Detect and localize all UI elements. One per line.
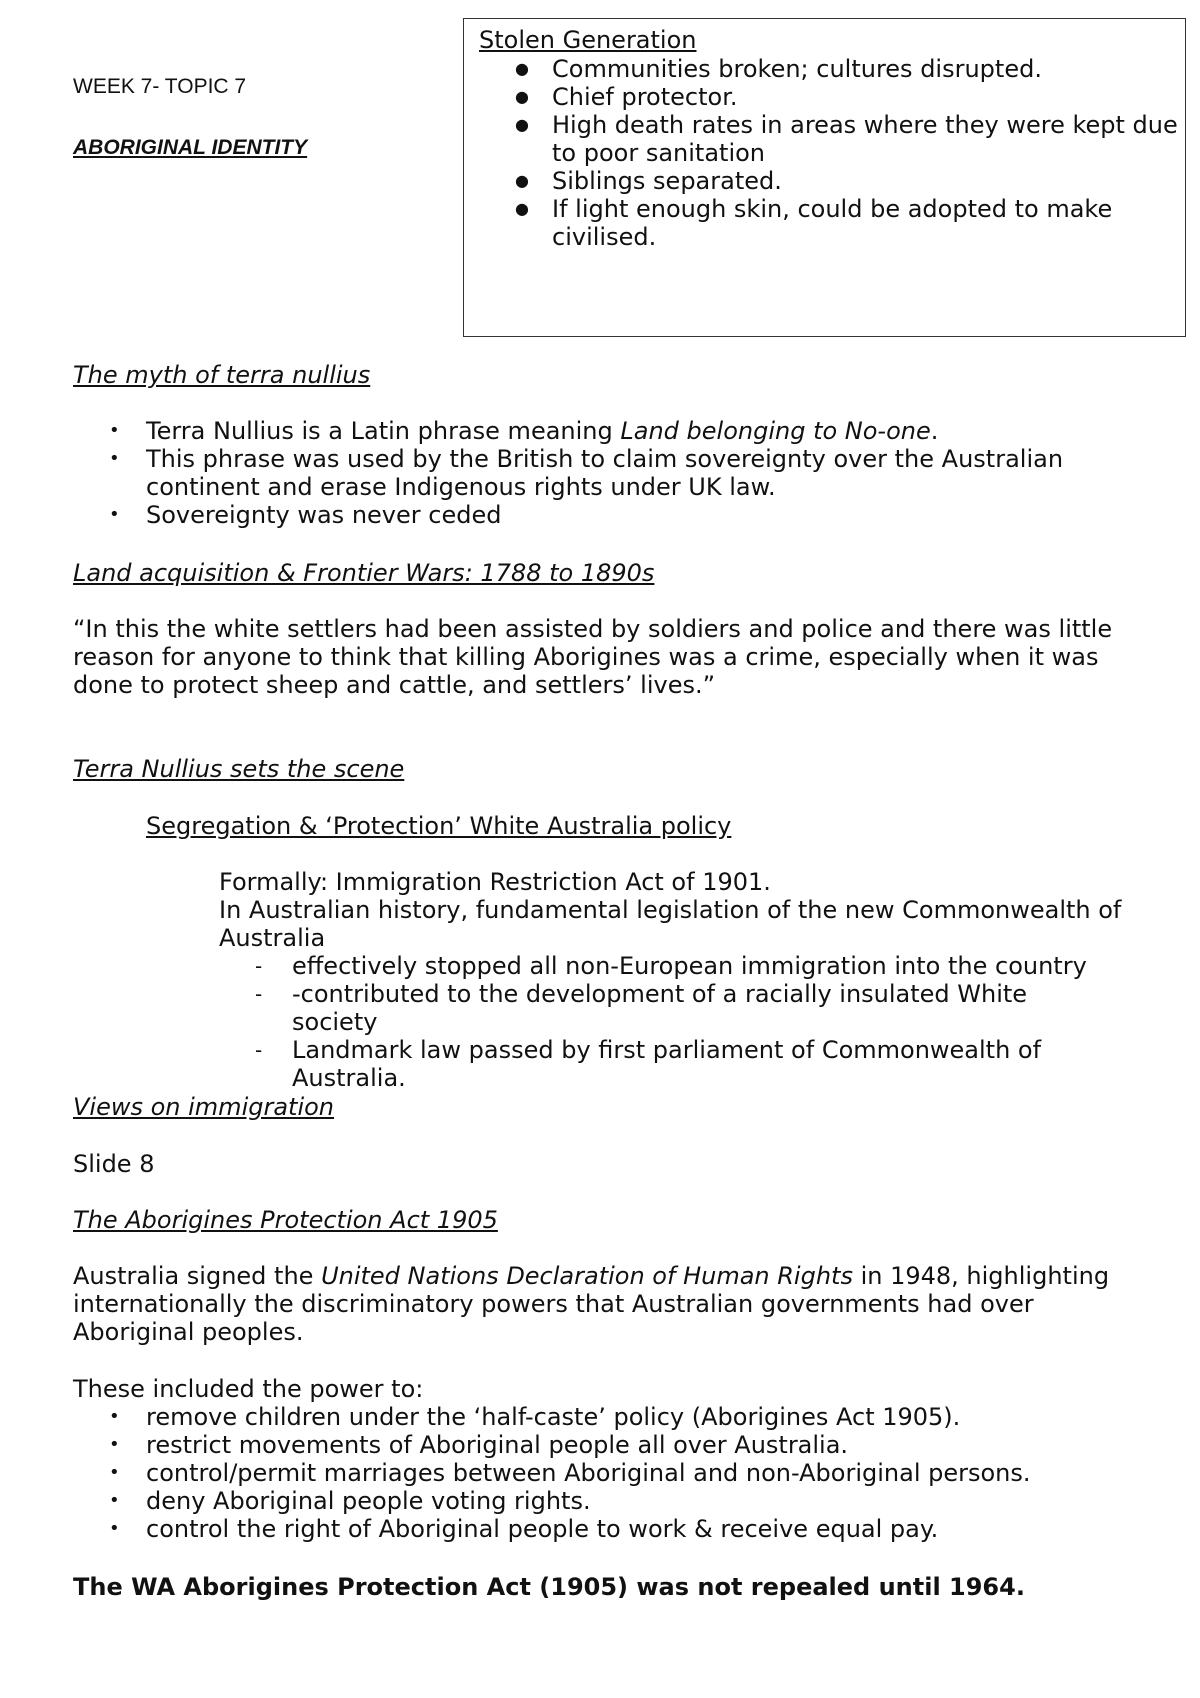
topic-subtitle: ABORIGINAL IDENTITY <box>73 136 308 159</box>
history-line: In Australian history, fundamental legislation of the new Commonwealth of Australia <box>219 896 1122 952</box>
terra-nullius-list <box>73 417 1123 529</box>
item-text: Terra Nullius is a Latin phrase meaning <box>146 417 621 445</box>
powers-list <box>73 1403 1123 1543</box>
list-item: ● Siblings separated. <box>479 167 1179 195</box>
terra-nullius-heading: The myth of terra nullius <box>73 361 371 389</box>
para-emphasis: United Nations Declaration of Human Rights <box>321 1262 853 1290</box>
slide-reference: Slide 8 <box>73 1150 155 1178</box>
stolen-generation-title: Stolen Generation <box>479 26 697 54</box>
immigration-heading: Views on immigration <box>73 1093 335 1121</box>
list-item <box>73 417 1123 445</box>
protection-act-heading: The Aborigines Protection Act 1905 <box>73 1206 498 1234</box>
list-item: • control the right of Aboriginal people to work & receive equal pay. <box>73 1515 1123 1543</box>
list-item: - -contributed to the development of a racially insulated White society <box>219 980 1119 1036</box>
list-item: • remove children under the ‘half-caste’ policy (Aborigines Act 1905). <box>73 1403 1123 1431</box>
para-text: in 1948, highlighting internationally the discriminatory powers that Australian governments had over Aboriginal peoples. <box>73 1262 1110 1346</box>
scene-heading: Terra Nullius sets the scene <box>73 755 405 783</box>
week-title: WEEK 7- TOPIC 7 <box>73 75 247 98</box>
list-item: ● Communities broken; cultures disrupted. <box>479 55 1179 83</box>
para-text: Australia signed the <box>73 1262 322 1290</box>
list-item: • Sovereignty was never ceded <box>73 501 1123 529</box>
stolen-generation-box <box>463 18 1186 337</box>
powers-intro: These included the power to: <box>73 1375 424 1403</box>
list-item: ● High death rates in areas where they were kept due to poor sanitation <box>479 111 1179 167</box>
list-item: • deny Aboriginal people voting rights. <box>73 1487 1123 1515</box>
list-item: • control/permit marriages between Aboriginal and non-Aboriginal persons. <box>73 1459 1123 1487</box>
list-item: • restrict movements of Aboriginal people all over Australia. <box>73 1431 1123 1459</box>
scene-subheading: Segregation & ‘Protection’ White Australia policy <box>146 812 732 840</box>
list-item: • This phrase was used by the British to claim sovereignty over the Australian continent and erase Indigenous rights under UK law. <box>73 445 1123 501</box>
item-emphasis: Land belonging to No-one <box>620 417 931 445</box>
repeal-conclusion: The WA Aborigines Protection Act (1905) was not repealed until 1964. <box>73 1573 1025 1601</box>
formally-line: Formally: Immigration Restriction Act of 1901. <box>219 868 771 896</box>
list-item: - Landmark law passed by first parliament of Commonwealth of Australia. <box>219 1036 1119 1092</box>
frontier-quote: “In this the white settlers had been assisted by soldiers and police and there was little reason for anyone to think that killing Aborigines was a crime, especially when it was done to protect sheep and cattle, and settlers’ lives.” <box>73 615 1113 699</box>
list-item: - effectively stopped all non-European immigration into the country <box>219 952 1119 980</box>
item-text: . <box>930 417 939 445</box>
stolen-generation-list <box>479 55 1179 251</box>
policy-list <box>219 952 1119 1092</box>
list-item: ● If light enough skin, could be adopted to make civilised. <box>479 195 1179 251</box>
list-item: ● Chief protector. <box>479 83 1179 111</box>
protection-act-paragraph <box>73 1262 1133 1346</box>
frontier-heading: Land acquisition & Frontier Wars: 1788 to 1890s <box>73 559 655 587</box>
